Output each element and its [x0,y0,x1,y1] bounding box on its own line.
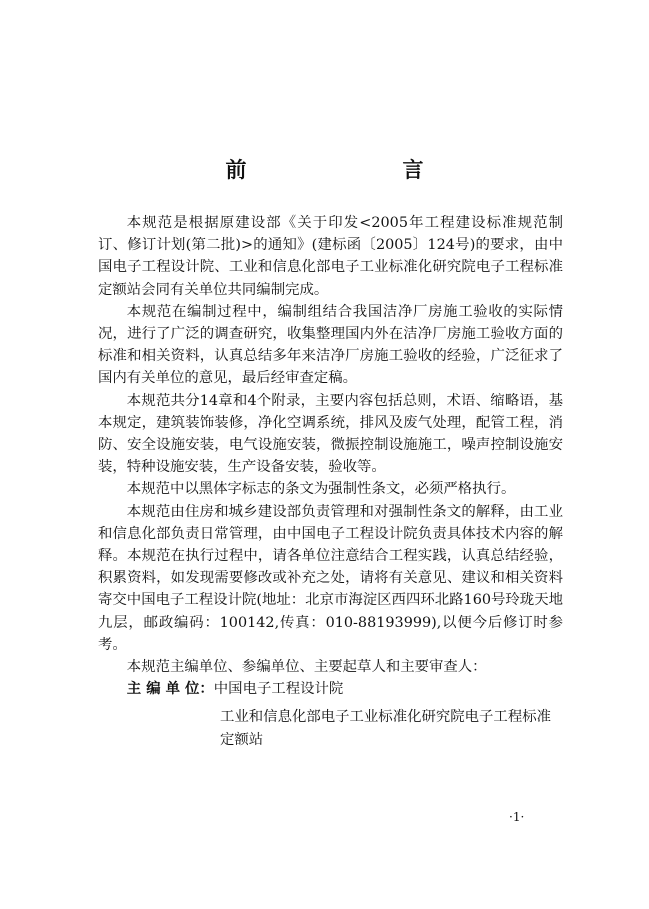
paragraph-process: 本规范在编制过程中，编制组结合我国洁净厂房施工验收的实际情况，进行了广泛的调查研究，收集整理国内外在洁净厂房施工验收方面的标准和相关资料，认真总结多年来洁净厂房施工验收的经验，广泛征求了国内有关单位的意见，最后经审查定稿。 [98,303,563,387]
chief-editor-unit: 中国电子工程设计院 [213,681,344,698]
chief-editor-label: 主 编 单 位： [126,681,214,698]
paragraph-management: 本规范由住房和城乡建设部负责管理和对强制性条文的解释，由工业和信息化部负责日常管理，由中国电子工程设计院负责具体技术内容的解释。本规范在执行过程中，请各单位注意结合工程实践，认真总结经验，积累资料，如发现需要修改或补充之处，请将有关意见、建议和相关资料寄交中国电子工程设计院(地址：北京市海淀区西四环北路160号玲珑天地九层，邮政编码：100142,传真：010-88193999),以便今后修订时参考。 [98,503,563,653]
paragraph-basis: 本规范是根据原建设部《关于印发<2005年工程建设标准规范制订、修订计划(第二批)>的通知》(建标函〔2005〕124号)的要求，由中国电子工程设计院、工业和信息化部电子工业标准化研究院电子工程标准定额站会同有关单位共同编制完成。 [98,215,563,298]
page-title: 前 言 [225,158,462,182]
chief-editor-unit: 工业和信息化部电子工业标准化研究院电子工程标准定额站 [220,709,551,748]
page-number: ·1· [509,810,525,824]
body-text [98,212,563,751]
chief-editor-units [98,678,563,751]
paragraph-contents: 本规范共分14章和4个附录，主要内容包括总则，术语、缩略语，基本规定，建筑装饰装修，净化空调系统，排风及废气处理，配管工程，消防、安全设施安装，电气设施安装，微振控制设施施工，噪声控制设施安装，特种设施安装，生产设备安装，验收等。 [98,392,563,476]
paragraph-mandatory: 本规范中以黑体字标志的条文为强制性条文，必须严格执行。 [126,481,516,498]
paragraph-units-intro: 本规范主编单位、参编单位、主要起草人和主要审查人： [126,659,487,676]
